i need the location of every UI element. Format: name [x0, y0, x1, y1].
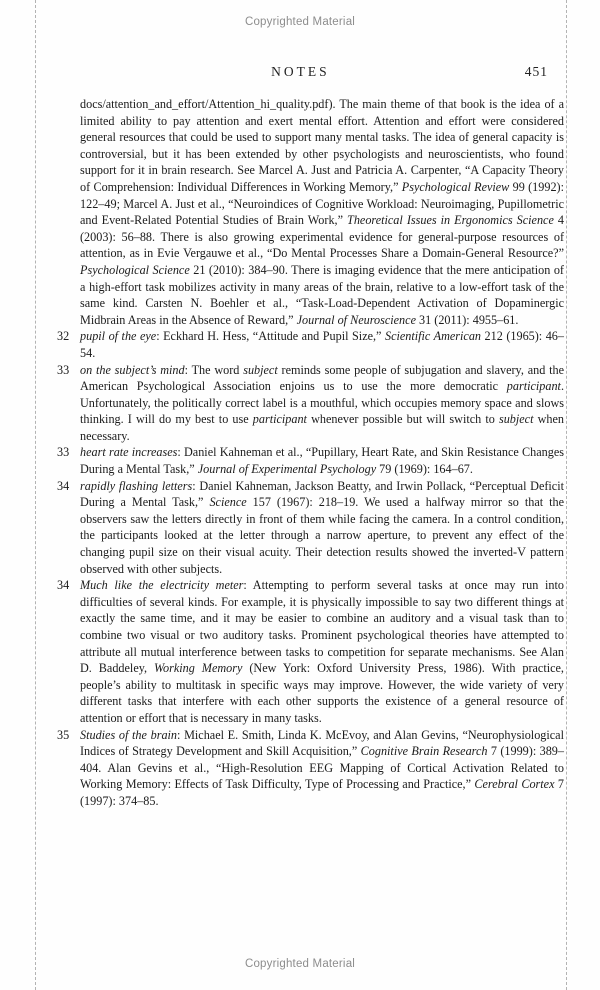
note-entry — [57, 362, 564, 445]
note-text-segment: Working Memory — [154, 661, 243, 676]
note-text — [80, 445, 564, 476]
note-text-segment: 212 (1965): 46–54. — [80, 329, 564, 360]
note-continuation — [57, 96, 564, 328]
note-text-segment: Journal of Neuroscience — [296, 312, 416, 327]
note-text — [80, 97, 564, 327]
note-text-segment: Psychological Science — [80, 262, 190, 277]
note-number: 35 — [57, 727, 70, 742]
note-text-segment: participant — [506, 379, 561, 394]
note-text-segment: : Daniel Kahneman et al., “Pupillary, Heart Rate, and Skin Resistance Changes During a Mental Task,” — [80, 445, 565, 477]
note-text-segment: rapidly flashing letters — [80, 478, 193, 493]
copyright-notice-top: Copyrighted Material — [244, 16, 356, 28]
note-number: 33 — [57, 445, 70, 460]
note-entry — [57, 478, 564, 578]
note-text-segment: Cerebral Cortex — [474, 777, 555, 792]
note-text-segment: on the subject’s mind — [80, 362, 185, 377]
note-text-segment: 157 (1967): 218–19. We used a halfway mirror so that the observers saw the letters directly in front of them while facing the camera. In a control condition, the participants looked at the letter through a narrow aperture, to prevent any effect of the changing pupil size on their visual acuity. Their detection results showed the inverted-V pattern observed with other subjects. — [80, 495, 564, 576]
note-number: 34 — [57, 578, 70, 593]
note-text-segment: pupil of the eye — [80, 329, 157, 344]
note-text-segment: : Eckhard H. Hess, “Attitude and Pupil Size,” — [156, 329, 385, 344]
note-text-segment: 7 (1997): 374–85. — [80, 777, 564, 808]
note-text-segment: Studies of the brain — [80, 727, 178, 742]
note-text-segment: heart rate increases — [80, 445, 178, 460]
note-entry — [57, 727, 564, 810]
note-text-segment: whenever possible but will switch to — [306, 412, 499, 427]
note-text-segment: 4 (2003): 56–88. There is also growing experimental evidence for general-purpose resources of attention, as in Evie Vergauwe et al., “Do Mental Processes Share a Domain-General Resource?” — [80, 213, 565, 261]
note-text — [80, 578, 564, 725]
note-text-segment: Science — [209, 495, 247, 510]
note-text-segment: 21 (2010): 384–90. There is imaging evidence that the mere anticipation of a high-effort task mobilizes activity in many areas of the brain, relative to a low-effort task of the same kind. Carsten N. Boehler et al., “Task-Load-Dependent Activation of Dopaminergic Midbrain Areas in the Absence of Reward,” — [80, 262, 564, 327]
page-number: 451 — [524, 64, 548, 79]
note-text-segment: Journal of Experimental Psychology — [197, 462, 377, 477]
note-text-segment: docs/attention_and_effort/Attention_hi_quality.pdf). The main theme of that book is the idea of a limited ability to pay attention and exert mental effort. Attention and effort were considered general resources that could be used to support many mental tasks. The idea of general capacity is controversial, but it has been extended by other psychologists and neuroscientists, who found support for it in brain research. See Marcel A. Just and Patricia A. Carpenter, “A Capacity Theory of Comprehension: Individual Differences in Working Memory,” — [80, 97, 564, 194]
note-text-segment: Psychological Review — [401, 179, 510, 194]
note-number: 34 — [57, 478, 70, 493]
note-text — [80, 363, 564, 443]
note-text — [80, 728, 564, 808]
note-text-segment: (New York: Oxford University Press, 1986). With practice, people’s ability to multitask in specific ways may improve. However, the wide variety of very different tasks that interfere with each other supports the existence of a general resource of attention or effort that is necessary in many tasks. — [80, 661, 564, 725]
note-entry — [57, 444, 564, 477]
note-text-segment: 79 (1969): 164–67. — [376, 462, 473, 477]
note-text-segment: : Daniel Kahneman, Jackson Beatty, and Irwin Pollack, “Perceptual Deficit During a Mental Task,” — [80, 478, 564, 510]
note-number: 32 — [57, 329, 70, 344]
notes-list — [57, 96, 564, 810]
right-crop-mark-line — [566, 0, 567, 990]
note-entry — [57, 577, 564, 726]
page-header — [57, 64, 564, 84]
left-crop-mark-line — [35, 0, 36, 990]
note-text-segment: 7 (1999): 389–404. Alan Gevins et al., “High-Resolution EEG Mapping of Cortical Activation Related to Working Memory: Effects of Task Difficulty, Type of Processing and Practice,” — [80, 744, 564, 792]
note-text-segment: when necessary. — [80, 412, 565, 443]
note-text-segment: : The word — [184, 362, 244, 377]
running-head-title: NOTES — [271, 64, 330, 79]
note-text — [80, 329, 564, 360]
note-text-segment: participant — [252, 412, 307, 427]
note-number: 33 — [57, 362, 70, 377]
note-text-segment: . Unfortunately, the politically correct label is a mouthful, which occupies memory space and slows thinking. I will do my best to use — [80, 379, 564, 427]
note-text-segment: : Michael E. Smith, Linda K. McEvoy, and Alan Gevins, “Neurophysiological Indices of Strategy Development and Skill Acquisition,” — [80, 727, 564, 759]
note-text-segment: Much like the electricity meter — [80, 578, 244, 593]
note-text — [80, 479, 564, 576]
note-text-segment: : Attempting to perform several tasks at once may run into difficulties of several kinds. For example, it is physically impossible to say two different things at exactly the same time, and it may be easier to combine an auditory and a visual task than to combine two visual or two auditory tasks. Prominent psychological theories have attempted to attribute all mutual interference between tasks to competition for separate mechanisms. See Alan D. Baddeley, — [80, 578, 564, 676]
note-text-segment: Cognitive Brain Research — [360, 744, 488, 759]
note-text-segment: Theoretical Issues in Ergonomics Science — [347, 213, 554, 228]
note-text-segment: reminds some people of subjugation and slavery, and the American Psychological Association enjoins us to use the more democratic — [80, 362, 564, 394]
note-text-segment: 31 (2011): 4955–61. — [415, 312, 519, 327]
note-text-segment: subject — [498, 412, 534, 427]
note-text-segment: 99 (1992): 122–49; Marcel A. Just et al., “Neuroindices of Cognitive Workload: Neuroimaging, Pupillometric and Event-Related Potential Studies of Brain Work,” — [80, 179, 564, 228]
note-text-segment: Scientific American — [384, 329, 482, 344]
note-entry — [57, 328, 564, 361]
note-text-segment: subject — [243, 362, 278, 377]
copyright-notice-bottom: Copyrighted Material — [244, 958, 356, 970]
